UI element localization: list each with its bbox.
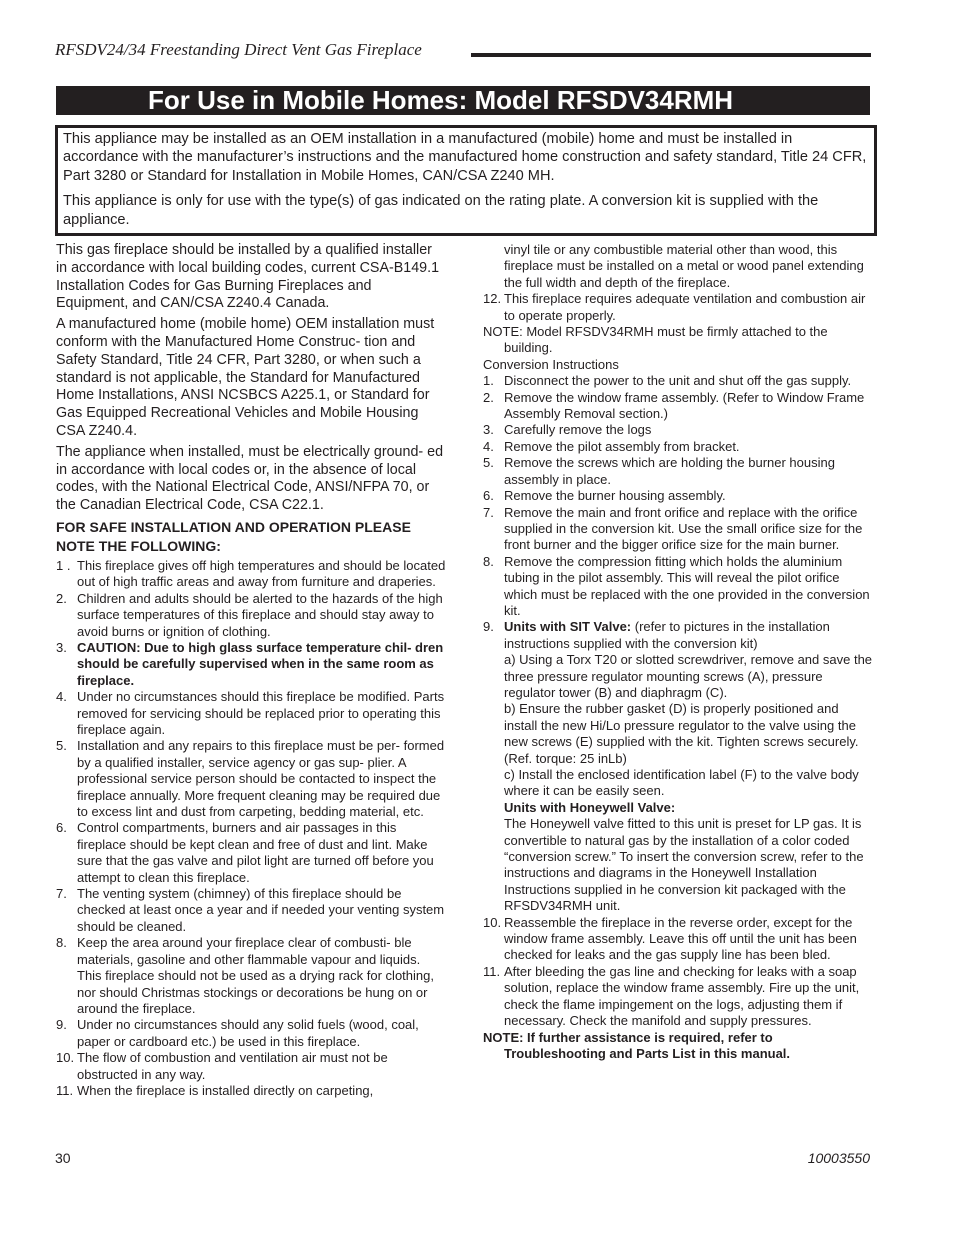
safety-item: [56, 1017, 446, 1050]
sit-step-b: b) Ensure the rubber gasket (D) is properly positioned and install the new Hi/Lo pressure regulator to the valve using the new screws (E) supplied with the kit. Tighten screws securely. (Ref. torque: 25 inLb): [504, 701, 859, 766]
item-text: This fireplace gives off high temperatures and should be located out of high traffic areas and away from furniture and draperies.: [77, 557, 446, 590]
item-text: Under no circumstances should any solid fuels (wood, coal, paper or cardboard etc.) be used in this fireplace.: [77, 1017, 419, 1049]
conversion-step: [483, 964, 875, 1030]
safety-item: [56, 1050, 446, 1083]
safety-list: [56, 558, 446, 1099]
conversion-step: [483, 554, 875, 620]
attachment-note: NOTE: Model RFSDV34RMH must be firmly attached to the building.: [483, 324, 828, 356]
safety-item: [56, 886, 446, 935]
right-column: [483, 242, 875, 1062]
conversion-step: [483, 439, 875, 455]
running-header-title: RFSDV24/34 Freestanding Direct Vent Gas Fireplace: [55, 40, 422, 59]
step-text: Remove the window frame assembly. (Refer to Window Frame Assembly Removal section.): [504, 389, 865, 422]
step-text: Reassemble the fireplace in the reverse order, except for the window frame assembly. Leave this off until the unit has been checked for leaks and the gas supply line has been bled.: [504, 914, 857, 963]
item-text: When the fireplace is installed directly on carpeting,: [77, 1082, 374, 1098]
item-text: The flow of combustion and ventilation air must not be obstructed in any way.: [77, 1050, 388, 1082]
intro-paragraph-3: The appliance when installed, must be electrically ground- ed in accordance with local codes or, in the absence of local codes, with the National Electrical Code, ANSI/NFPA 70, or the Canadian Electrical Code, CSA C22.1.: [56, 443, 444, 514]
step-text: Remove the main and front orifice and replace with the orifice supplied in the conversion kit. Use the small orifice size for the front burner and the bigger orifice size for the main burner.: [504, 504, 863, 553]
step-text: Disconnect the power to the unit and shut off the gas supply.: [504, 373, 852, 389]
step-text: Remove the pilot assembly from bracket.: [504, 438, 740, 454]
intro-paragraph-2: A manufactured home (mobile home) OEM installation must conform with the Manufactured Home Construc- tion and Safety Standard, Title 24 CFR, Part 3280, or when such a standard is not applicable, the Standard for Manufactured Home Installations, ANSI NCSBCS A225.1, or Standard for Gas Equipped Recreational Vehicles and Mobile Housing CSA Z240.4.: [56, 316, 435, 439]
safety-item: [56, 1083, 446, 1099]
step-number: 9.: [483, 619, 494, 635]
safety-item: [56, 738, 446, 820]
item-text: CAUTION: Due to high glass surface temperature chil- dren should be carefully supervised when in the same room as fireplace.: [77, 639, 444, 688]
step-text: Remove the screws which are holding the burner housing assembly in place.: [504, 455, 835, 487]
intro-paragraph-1: This gas fireplace should be installed by a qualified installer in accordance with local building codes, current CSA-B149.1 Installation Codes for Gas Burning Fireplaces and Equipment, and CAN/CSA Z240.4 Canada.: [56, 242, 440, 312]
item-number: 4.: [56, 689, 67, 705]
assistance-note: NOTE: If further assistance is required, refer to Troubleshooting and Parts List in this manual.: [483, 1029, 791, 1061]
honeywell-valve-label: Units with Honeywell Valve:: [504, 799, 676, 815]
item-text: Children and adults should be alerted to the hazards of the high surface temperatures of this fireplace and should stay away to avoid burns or ignition of clothing.: [77, 590, 443, 639]
page-title: For Use in Mobile Homes: Model RFSDV34RMH: [148, 85, 734, 115]
notice-paragraph-2: This appliance is only for use with the type(s) of gas indicated on the rating plate. A conversion kit is supplied with the appliance.: [63, 193, 819, 228]
item-number: 10.: [56, 1050, 75, 1066]
conversion-heading: Conversion Instructions: [483, 356, 619, 372]
left-column: [56, 242, 446, 1099]
step-number: 11.: [483, 963, 501, 979]
safety-item: [56, 935, 446, 1017]
sit-step-a: a) Using a Torx T20 or slotted screwdriver, remove and save the three pressure regulator mounting screws (A), pressure regulator tower (B) and diaphragm (C).: [504, 652, 873, 700]
step-number: 10.: [483, 914, 502, 930]
notice-paragraph-1: This appliance may be installed as an OEM installation in a manufactured (mobile) home and must be installed in accordance with the manufacturer’s instructions and the manufactured home construction and safety standard, Title 24 CFR, Part 3280 or Standard for Installation in Mobile Homes, CAN/CSA Z240 MH.: [63, 131, 867, 184]
step-text: Carefully remove the logs: [504, 422, 652, 438]
item-number: 9.: [56, 1017, 67, 1033]
safety-item-caution: [56, 640, 446, 689]
step-number: 3.: [483, 422, 494, 438]
item-number: 3.: [56, 639, 67, 655]
notice-box: [55, 125, 877, 236]
safety-item: [483, 291, 875, 324]
safety-item: [56, 591, 446, 640]
conversion-step: [483, 390, 875, 423]
item-text: The venting system (chimney) of this fireplace should be checked at least once a year and if needed your venting system should be cleaned.: [77, 886, 445, 934]
step-number: 2.: [483, 389, 494, 405]
safety-item: [56, 558, 446, 591]
step-number: 6.: [483, 488, 494, 504]
header-rule: [471, 53, 871, 57]
step-text: Remove the burner housing assembly.: [504, 488, 726, 504]
conversion-step: [483, 505, 875, 554]
step-number: 4.: [483, 438, 494, 454]
item-number: 1 .: [56, 557, 71, 573]
conversion-step-valve: [483, 619, 875, 914]
conversion-step: [483, 915, 875, 964]
step-number: 7.: [483, 504, 494, 520]
item-number: 12.: [483, 291, 502, 307]
page-number: 30: [55, 1150, 71, 1166]
safety-item-11-continued: vinyl tile or any combustible material other than wood, this fireplace must be installed on a metal or wood panel extending the full width and depth of the fireplace.: [504, 242, 864, 290]
safety-heading: FOR SAFE INSTALLATION AND OPERATION PLEASE NOTE THE FOLLOWING:: [56, 518, 411, 554]
item-number: 11.: [56, 1082, 74, 1098]
item-text: This fireplace requires adequate ventilation and combustion air to operate properly.: [504, 291, 866, 323]
item-number: 2.: [56, 590, 67, 606]
item-text: Control compartments, burners and air passages in this fireplace should be kept clean and free of dust and lint. Make sure that the gas valve and pilot light are turned off before you attempt to clean this fireplace.: [77, 820, 434, 885]
conversion-list: [483, 373, 875, 1029]
step-text: After bleeding the gas line and checking for leaks with a soap solution, replace the window frame assembly. Fire up the unit, check the flame impingement on the logs, adjusting them if necessary. Check the manifold and supply pressures.: [504, 963, 860, 1029]
item-number: 5.: [56, 738, 67, 754]
item-text: Installation and any repairs to this fireplace must be per- formed by a qualified installer, service agency or gas sup- plier. A professional service person should be contacted to inspect the fireplace annually. More frequent cleaning may be required due to excess lint and dust from carpeting, bedding material, etc.: [77, 738, 445, 820]
conversion-step: [483, 373, 875, 389]
item-number: 7.: [56, 886, 67, 902]
sit-valve-intro: (refer to pictures in the installation instructions supplied with the conversion kit): [504, 619, 830, 651]
sit-step-c: c) Install the enclosed identification label (F) to the valve body where it can be easily seen.: [504, 767, 859, 799]
item-text: Under no circumstances should this fireplace be modified. Parts removed for servicing should be replaced prior to operating this fireplace again.: [77, 689, 445, 738]
honeywell-valve-text: The Honeywell valve fitted to this unit is preset for LP gas. It is convertible to natural gas by the installation of a color coded “conversion screw.” To insert the conversion screw, refer to the instructions and diagrams in the Honeywell Installation Instructions supplied in he conversion kit packaged with the RFSDV34RMH unit.: [504, 816, 864, 914]
safety-item: [56, 820, 446, 886]
step-number: 1.: [483, 373, 494, 389]
title-bar: [56, 86, 870, 115]
sit-valve-label: Units with SIT Valve:: [504, 619, 632, 635]
document-number: 10003550: [807, 1150, 870, 1166]
step-number: 8.: [483, 553, 494, 569]
conversion-step: [483, 488, 875, 504]
conversion-step: [483, 422, 875, 438]
item-text: Keep the area around your fireplace clear of combusti- ble materials, gasoline and other flammable vapour and liquids. This fireplace should not be used as a drying rack for clothing, nor should Christmas stockings or decorations be hung on or around the fireplace.: [77, 935, 434, 1016]
step-number: 5.: [483, 455, 494, 471]
safety-item: [56, 689, 446, 738]
conversion-step: [483, 455, 875, 488]
step-text: Remove the compression fitting which holds the aluminium tubing in the pilot assembly. This will reveal the pilot orifice which must be replaced with the one provided in the conversion kit.: [504, 553, 870, 618]
item-number: 8.: [56, 935, 67, 951]
item-number: 6.: [56, 820, 67, 836]
